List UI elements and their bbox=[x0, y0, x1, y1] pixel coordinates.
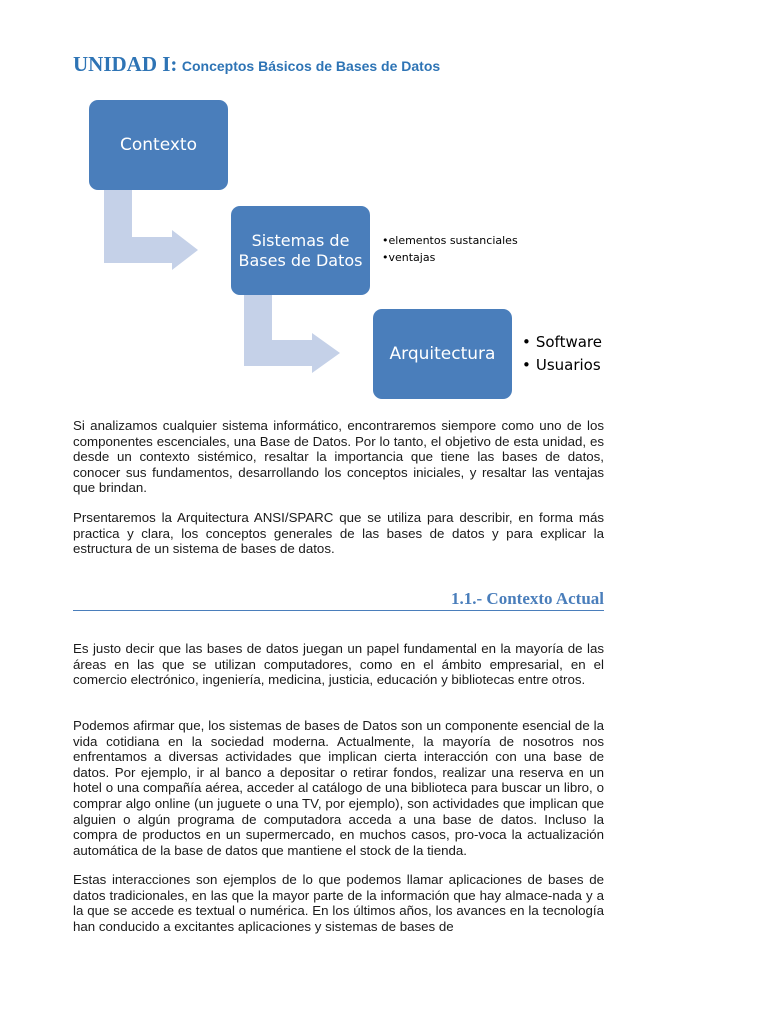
arrow-contexto-to-sistemas bbox=[104, 190, 198, 270]
diagram-box-arquitectura: Arquitectura bbox=[373, 309, 512, 399]
section-divider bbox=[73, 610, 604, 611]
arrow-sistemas-to-arquitectura bbox=[244, 295, 340, 373]
context-paragraph-2: Podemos afirmar que, los sistemas de bases de Datos son un componente esencial de la vida cotidiana en la sociedad moderna. Actualmente, la mayoría de nosotros nos enfrentamos a diversas actividades que implican cierta interacción con una base de datos. Por ejemplo, ir al banco a depositar o retirar fondos, realizar una reserva en un hotel o una compañía aérea, acceder al catálogo de una biblioteca para buscar un libro, o comprar algo online (un juguete o una TV, por ejemplo), son actividades que implican que alguien o algún programa de computadora acceda a una base de datos. Incluso la compra de productos en un supermercado, en muchos casos, pro-voca la actualización automática de la base de datos que mantiene el stock de la tienda. bbox=[73, 718, 604, 858]
bullet-item: • Software bbox=[522, 331, 602, 354]
diagram-box-contexto: Contexto bbox=[89, 100, 228, 190]
ansi-sparc-paragraph: Prsentaremos la Arquitectura ANSI/SPARC que se utiliza para describir, en forma más practica y clara, los conceptos generales de las bases de datos y para explicar la estructura de un sistema de bases de datos. bbox=[73, 510, 604, 557]
context-paragraph-3: Estas interacciones son ejemplos de lo que podemos llamar aplicaciones de bases de datos tradicionales, en las que la mayor parte de la información que hay almace-nada y a la que se accede es textual o numérica. En los últimos años, los avances en la tecnología han conducido a excitantes aplicaciones y sistemas de bases de bbox=[73, 872, 604, 934]
sistemas-bullet-list bbox=[382, 232, 518, 266]
unit-label: UNIDAD I: bbox=[73, 52, 178, 76]
unit-title: Conceptos Básicos de Bases de Datos bbox=[181, 58, 441, 74]
diagram-box-sistemas: Sistemas de Bases de Datos bbox=[231, 206, 370, 295]
context-paragraph-1: Es justo decir que las bases de datos juegan un papel fundamental en la mayoría de las áreas en las que se utilizan computadores, como en el ámbito empresarial, en el comercio electrónico, ingeniería, medicina, justicia, educación y bibliotecas entre otros. bbox=[73, 641, 604, 688]
bullet-item: • Usuarios bbox=[522, 354, 602, 377]
section-title: 1.1.- Contexto Actual bbox=[451, 589, 604, 608]
bullet-item: • elementos sustanciales bbox=[382, 232, 518, 249]
bullet-item: • ventajas bbox=[382, 249, 518, 266]
arquitectura-bullet-list bbox=[522, 331, 602, 377]
intro-paragraph: Si analizamos cualquier sistema informático, encontraremos siempore como uno de los componentes escenciales, una Base de Datos. Por lo tanto, el objetivo de esta unidad, es desde un contexto sistémico, resaltar la importancia que tiene las bases de datos, conocer sus fundamentos, desarrollando los conceptos iniciales, y resaltar las ventajas que brindan. bbox=[73, 418, 604, 496]
